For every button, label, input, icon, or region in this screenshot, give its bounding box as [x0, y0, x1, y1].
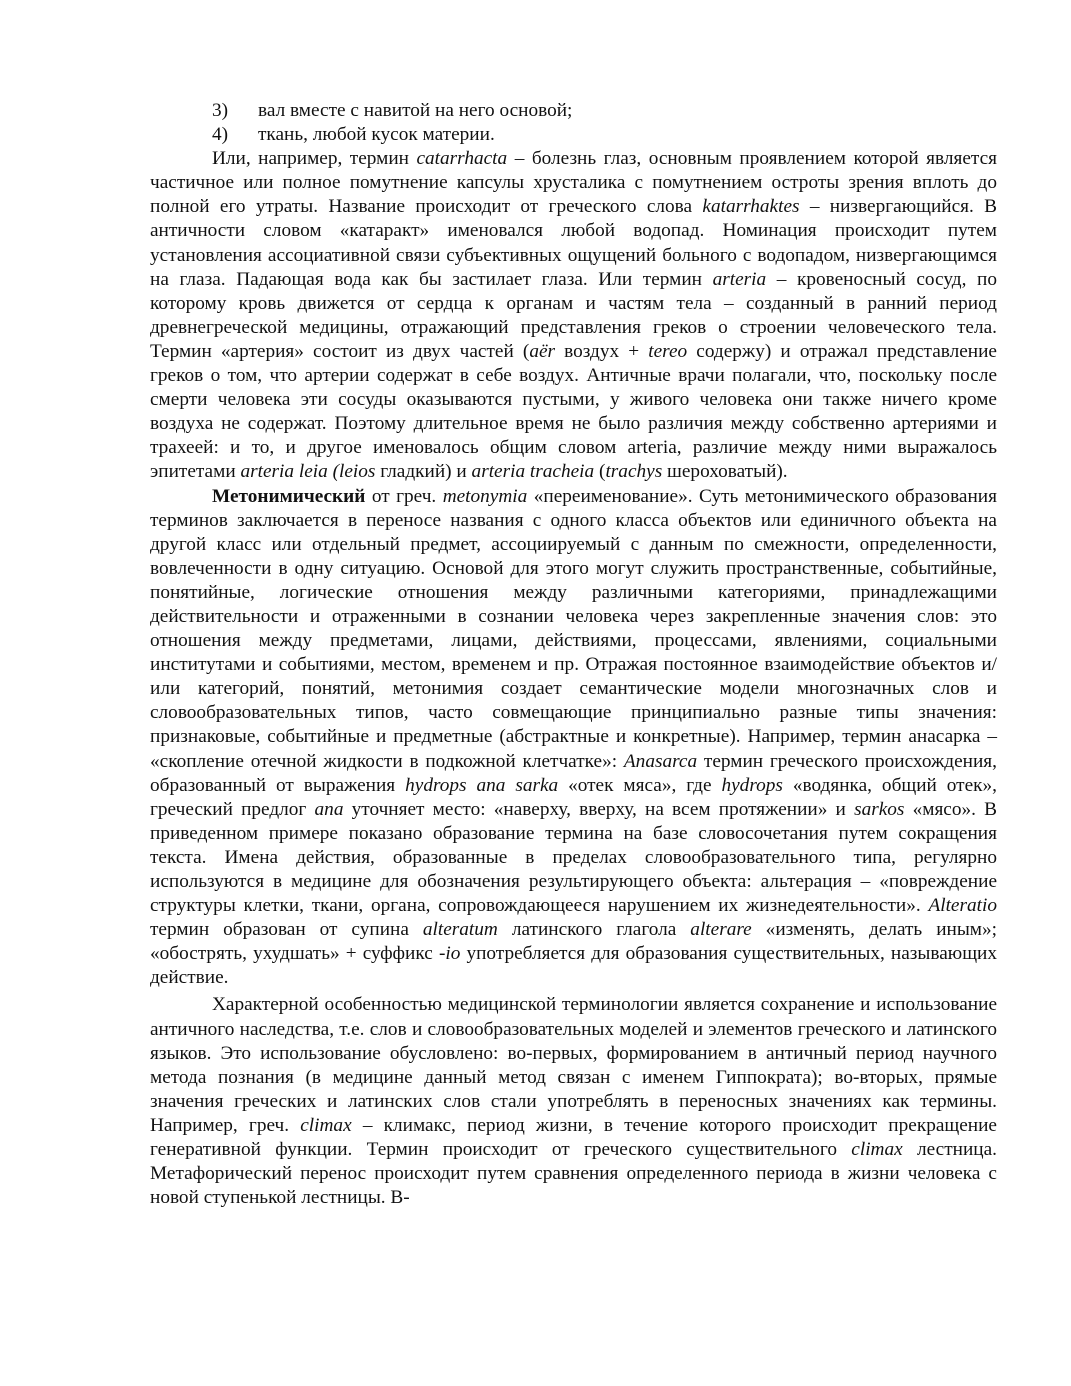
- list-number: 3): [212, 100, 229, 121]
- paragraph-metonymic: Метонимический от греч. metonymia «переименование». Суть метонимического образования терминов заключается в переносе названия с одного класса объектов или единичного объекта на другой класс или отдельный предмет, ассоциируемый с данным по смежности, определенности, вовлеченности в одну ситуацию. Основой для этого могут служить пространственные, событийные, понятийные, логические отношения между различными категориями, принадлежащими действительности и отраженными в сознании человека через закрепленные значения слов: это отношения между предметами, лицами, действиями, процессами, явлениями, социальными институтами и событиями, местом, временем и пр. Отражая постоянное взаимодействие объектов и/или категорий, понятий, метонимия создает семантические модели многозначных слов и словообразовательных типов, часто совмещающие принципиально разные типы значения: признаковые, событийные и предметные (абстрактные и конкретные). Например, термин анасарка – «скопление отечной жидкости в подкожной клетчатке»: Anasarca термин греческого происхождения, образованный от выражения hydrops ana sarka «отек мяса», где hydrops «водянка, общий отек», греческий предлог ana уточняет место: «наверху, вверху, на всем протяжении» и sarkos «мясо». В приведенном примере показано образование термина на базе словосочетания путем сокращения текста. Имена действия, образованные в пределах словообразовательного типа, регулярно используются в медицине для обозначения результирующего объекта: альтерация – «повреждение структуры клетки, ткани, органа, сопровождающееся нарушением их жизнедеятельности». Alteratio термин образован от супина alteratum латинского глагола alterare «изменять, делать иным»; «обострять, ухудшать» + суффикс -io употребляется для образования существительных, называющих действие.: [150, 485, 998, 989]
- document-page: [150, 99, 997, 1210]
- term-climax: climax: [300, 1114, 352, 1136]
- term-arteria: arteria: [712, 268, 767, 290]
- term-katarrhaktes: katarrhaktes: [702, 196, 800, 218]
- list-number: 4): [212, 124, 229, 146]
- list-text: ткань, любой кусок материи.: [258, 124, 495, 146]
- term-tereo: tereo: [648, 340, 688, 362]
- term-aer: aёr: [529, 340, 556, 362]
- term-alterare: alterare: [690, 919, 752, 941]
- term-catarrhacta: catarrhacta: [416, 148, 508, 170]
- term-arteria-tracheia: arteria tracheia: [471, 461, 595, 483]
- term-trachys: trachys: [605, 461, 663, 483]
- term-alteratio: Alteratio: [928, 895, 997, 917]
- term-suffix-io: -io: [438, 943, 461, 965]
- list-text: вал вместе с навитой на него основой;: [258, 100, 573, 121]
- term-metonymia: metonymia: [442, 485, 528, 507]
- term-alteratum: alteratum: [422, 919, 498, 941]
- term-sarkos: sarkos: [854, 798, 905, 820]
- term-arteria-leia: arteria leia (leios: [240, 461, 376, 483]
- list-item: [150, 123, 997, 147]
- term-ana: ana: [314, 798, 344, 820]
- term-hydrops: hydrops: [721, 774, 783, 796]
- term-climax-ladder: climax: [851, 1139, 903, 1161]
- term-metonymic-heading: Метонимический: [212, 485, 366, 507]
- term-hydrops-ana-sarka: hydrops ana sarka: [405, 774, 559, 796]
- list-item: [150, 99, 997, 123]
- paragraph-cataract-arteria: Или, например, термин catarrhacta – болезнь глаз, основным проявлением которой является частичное или полное помутнение капсулы хрусталика с помутнением остроты зрения вплоть до полной его утраты. Название происходит от греческого слова katarrhaktes – низвергающийся. В античности словом «катаракт» именовался любой водопад. Номинация происходит путем установления ассоциативной связи субъективных ощущений больного с водопадом, низвергающимся на глаза. Падающая вода как бы застилает глаза. Или термин arteria – кровеносный сосуд, по которому кровь движется от сердца к органам и частям тела – созданный в ранний период древнегреческой медицины, отражающий представления греков о строении человеческого тела. Термин «артерия» состоит из двух частей (aёr воздух + tereo содержу) и отражал представление греков о том, что артерии содержат в себе воздух. Античные врачи полагали, что, поскольку после смерти человека эти сосуды оказываются пустыми, у живого человека они также ничего кроме воздуха не содержат. Поэтому длительное время не было различия между собственно артериями и трахеей: и то, и другое именовалось общим словом arteria, различие между ними выражалось эпитетами arteria leia (leios гладкий) и arteria tracheia (trachys шероховатый).: [150, 148, 997, 483]
- term-anasarca: Anasarca: [623, 750, 698, 772]
- paragraph-antique-heritage: Характерной особенностью медицинской терминологии является сохранение и использование античного наследства, т.е. слов и словообразовательных моделей и элементов греческого и латинского языков. Это использование обусловлено: во-первых, формированием в античный период научного метода познания (в медицине данный метод связан с именем Гиппократа); во-вторых, прямые значения греческих и латинских слов стали употреблять в переносных значениях как термины. Например, греч. climax – климакс, период жизни, в течение которого происходит прекращение генеративной функции. Термин происходит от греческого существительного climax лестница. Метафорический перенос происходит путем сравнения определенного периода в жизни человека с новой ступенькой лестницы. В-: [150, 994, 997, 1209]
